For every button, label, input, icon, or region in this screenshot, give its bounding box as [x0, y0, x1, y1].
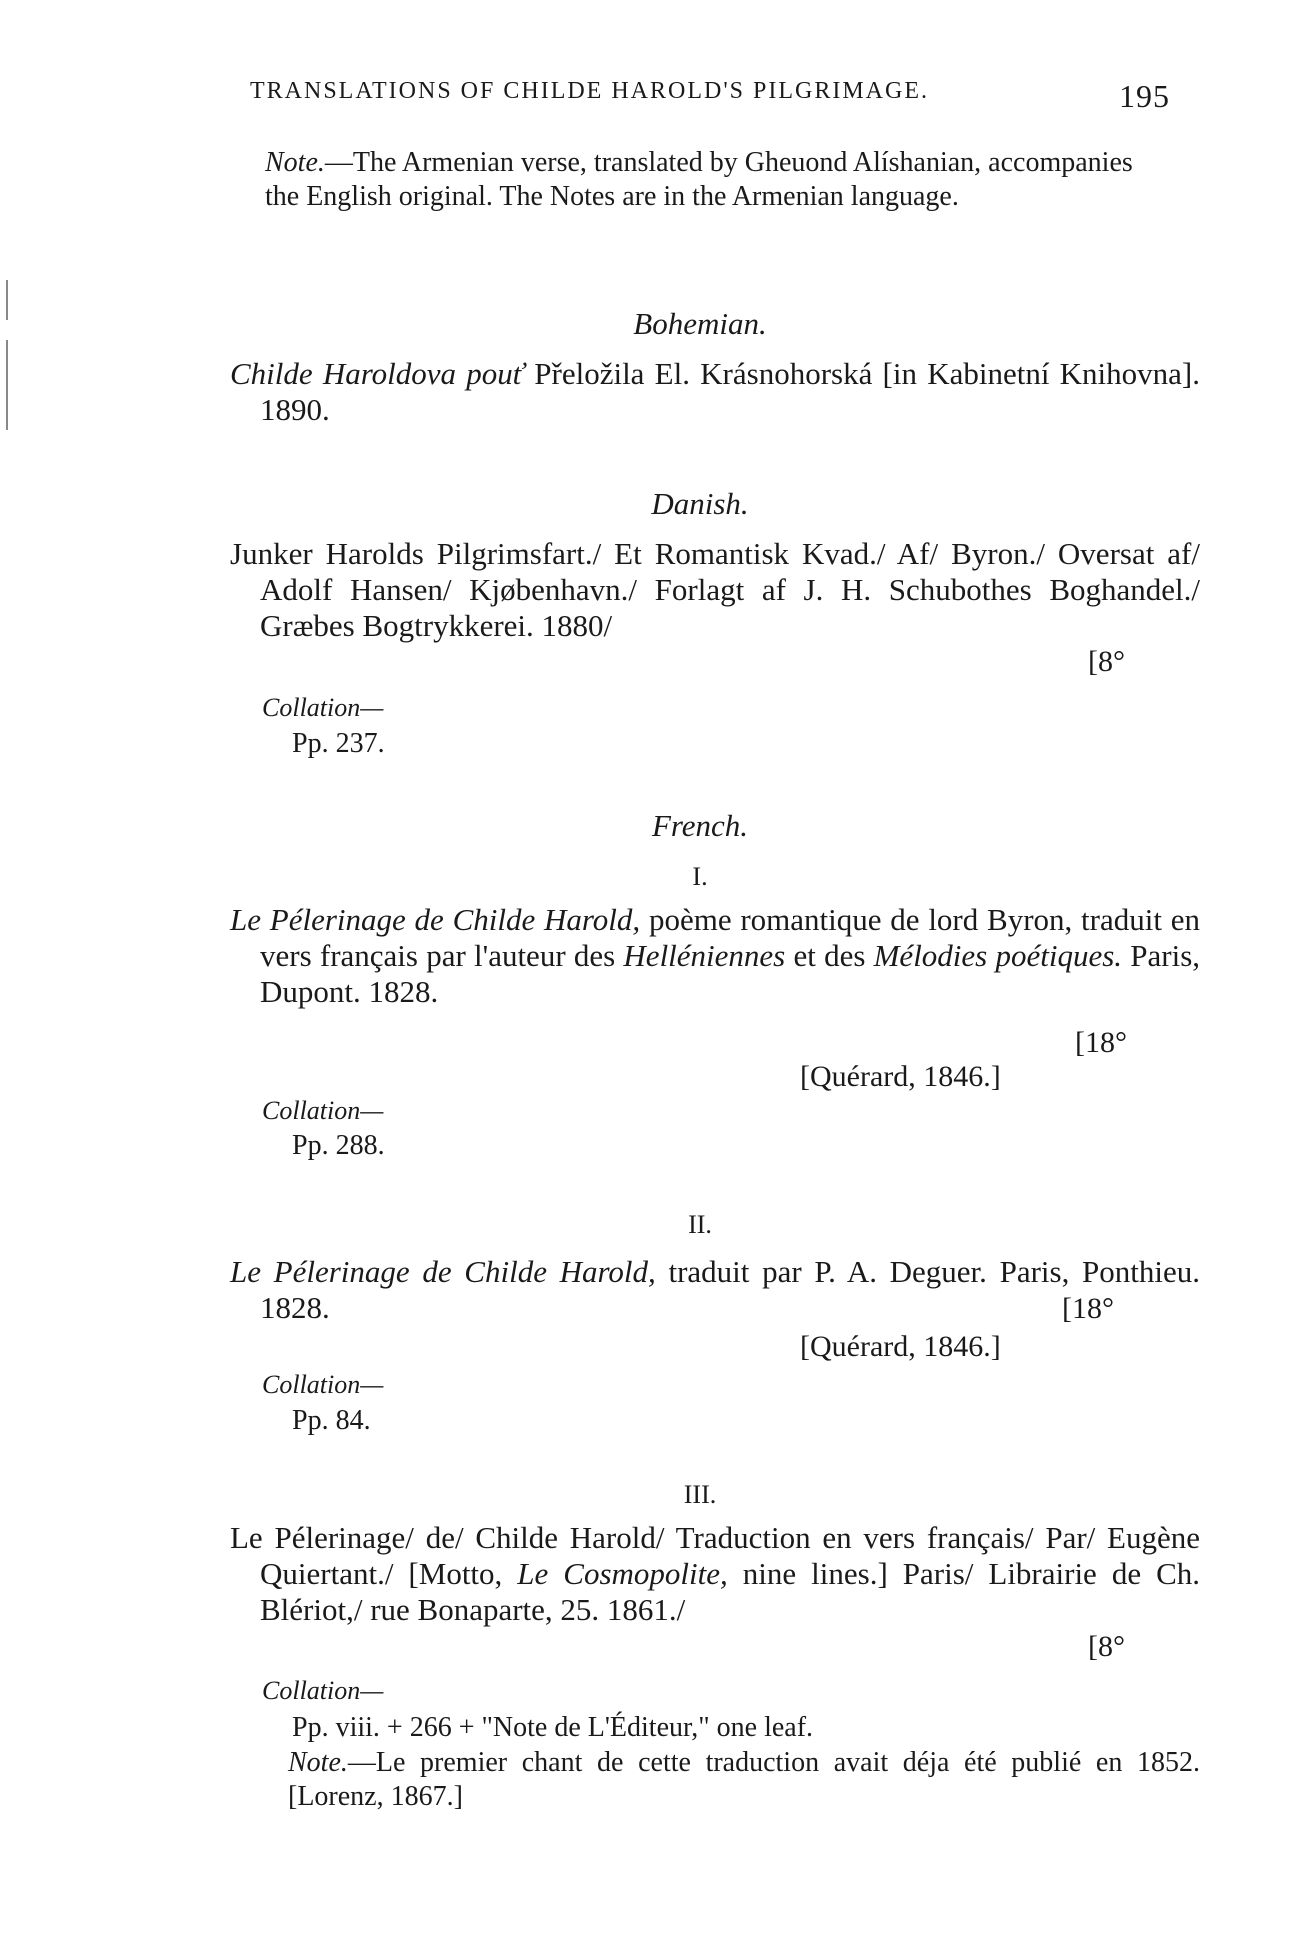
danish-format: [8° [1088, 645, 1125, 678]
page-number: 195 [1119, 78, 1170, 114]
bohemian-text: Přeložila El. Krásnohorská [in Kabinetní Knihovna]. 1890. [260, 356, 1200, 427]
entry-numeral: II. [688, 1210, 712, 1239]
entry-title: Le Pélerinage de Childe Harold, [230, 902, 641, 937]
french-3-format: [8° [1088, 1630, 1125, 1663]
collation-label: Collation— [262, 1676, 384, 1705]
entry-title: Mélodies poétiques. [873, 938, 1123, 973]
armenian-note [265, 146, 1170, 214]
french-2-format: [18° [1062, 1292, 1114, 1325]
danish-entry [230, 536, 1200, 644]
running-title: TRANSLATIONS OF CHILDE HAROLD'S PILGRIMAGE. [250, 78, 930, 104]
margin-mark [6, 280, 8, 320]
french-entry-3 [230, 1520, 1200, 1628]
note-text: —Le premier chant de cette traduction avait déja été publié en 1852. [Lorenz, 1867.] [288, 1747, 1200, 1812]
french-entry-2 [230, 1254, 1200, 1326]
french-1-format: [18° [1075, 1026, 1127, 1059]
french-2-reference: [Quérard, 1846.] [800, 1330, 1001, 1363]
danish-pages: Pp. 237. [292, 728, 385, 759]
entry-numeral: I. [692, 862, 708, 891]
french-1-reference: [Quérard, 1846.] [800, 1060, 1001, 1093]
entry-title: Helléniennes [623, 938, 786, 973]
danish-text: Junker Harolds Pilgrimsfart./ Et Romantisk Kvad./ Af/ Byron./ Oversat af/ Adolf Hansen/ Kjøbenhavn./ Forlagt af J. H. Schubothes Boghandel./ Græbes Bogtrykkerei. 1880/ [230, 536, 1200, 643]
collation-label: Collation— [262, 1370, 384, 1399]
collation-label: Collation— [262, 1096, 384, 1125]
entry-text: poème romantique de lord Byron, traduit en vers français par l'auteur des [260, 902, 1200, 973]
note-label: Note. [288, 1747, 348, 1778]
collation-label: Collation— [262, 693, 384, 722]
section-heading-french: French. [651, 808, 749, 843]
entry-text: traduit par P. A. Deguer. Paris, Ponthieu. 1828. [260, 1254, 1200, 1325]
entry-numeral: III. [683, 1480, 717, 1509]
margin-mark [6, 340, 8, 430]
entry-text: Le Pélerinage/ de/ Childe Harold/ Traduction en vers français/ Par/ Eugène Quiertant./ [Motto, [230, 1520, 1200, 1591]
running-header [250, 78, 1170, 115]
entry-title: Le Pélerinage de Childe Harold, [230, 1254, 656, 1289]
section-heading-danish: Danish. [651, 486, 749, 521]
section-heading-bohemian: Bohemian. [633, 306, 767, 341]
bohemian-title: Childe Haroldova pouť [230, 356, 525, 391]
note-label: Note. [265, 147, 325, 178]
entry-text: nine lines.] Paris/ Librairie de Ch. Blériot,/ rue Bonaparte, 25. 1861./ [260, 1556, 1201, 1627]
french-3-note [258, 1746, 1200, 1814]
bohemian-entry [230, 356, 1200, 428]
french-entry-1 [230, 902, 1200, 1010]
entry-text: et des [785, 938, 874, 973]
note-text: —The Armenian verse, translated by Gheuond Alíshanian, accompanies the English original. The Notes are in the Armenian language. [265, 147, 1133, 212]
entry-text: Paris, Dupont. 1828. [260, 938, 1201, 1009]
entry-title: Le Cosmopolite, [517, 1556, 728, 1591]
french-3-pages: Pp. viii. + 266 + "Note de L'Éditeur," one leaf. [292, 1712, 814, 1743]
french-2-pages: Pp. 84. [292, 1405, 371, 1436]
french-1-pages: Pp. 288. [292, 1130, 385, 1161]
